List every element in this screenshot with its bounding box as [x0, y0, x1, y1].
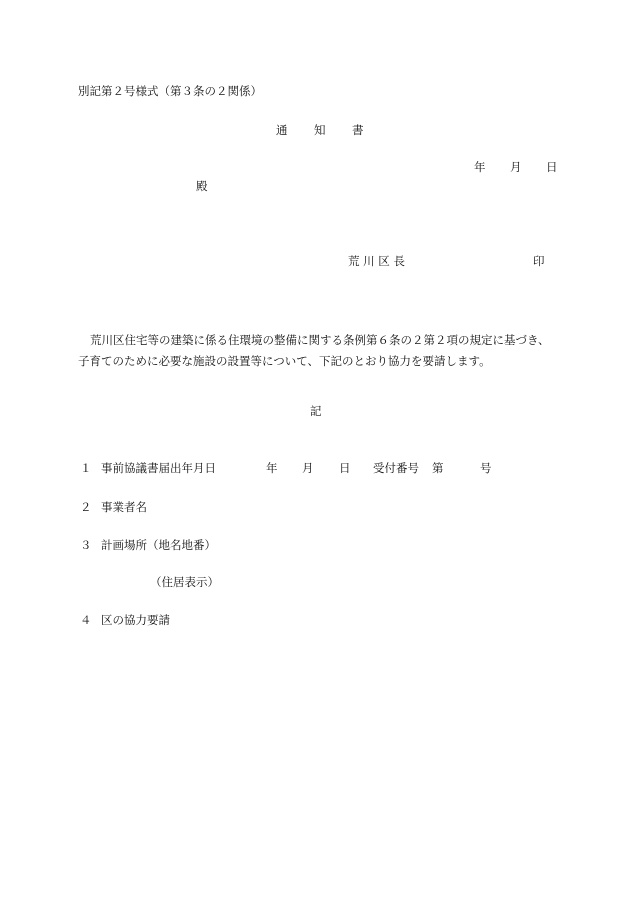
item-1-receipt-label: 受付番号	[373, 461, 419, 475]
item-2-number: ２	[80, 500, 92, 514]
form-label: 別記第２号様式（第３条の２関係）	[78, 84, 262, 98]
body-paragraph	[78, 330, 578, 372]
date-month: 月	[510, 160, 522, 174]
item-3-sub-label: （住居表示）	[150, 575, 219, 589]
body-line-1: 荒川区住宅等の建築に係る住環境の整備に関する条例第６条の２第２項の規定に基づき、	[90, 333, 550, 347]
item-1-number: １	[80, 461, 92, 475]
item-4-number: ４	[80, 613, 92, 627]
title-char-3: 書	[352, 123, 364, 137]
document-title	[276, 123, 364, 137]
item-4-label: 区の協力要請	[101, 613, 170, 627]
seal-mark: 印	[533, 254, 545, 268]
item-1-go: 号	[480, 461, 492, 475]
item-1-label: 事前協議書届出年月日	[101, 461, 216, 475]
item-3-label: 計画場所（地名地番）	[101, 538, 216, 552]
item-1-dai: 第	[432, 461, 444, 475]
item-3-number: ３	[80, 538, 92, 552]
sender-title: 荒 川 区 長	[348, 254, 405, 268]
body-line-2: 子育てのために必要な施設の設置等について、下記のとおり協力を要請します。	[78, 354, 491, 368]
item-1-year: 年	[266, 461, 278, 475]
item-2-label: 事業者名	[101, 500, 147, 514]
item-1-day: 日	[339, 461, 351, 475]
addressee-honorific: 殿	[196, 179, 208, 193]
title-char-1: 通	[276, 123, 288, 137]
date-year: 年	[474, 160, 486, 174]
item-1-month: 月	[302, 461, 314, 475]
title-char-2: 知	[314, 123, 326, 137]
ki-heading: 記	[310, 404, 322, 418]
date-day: 日	[546, 160, 558, 174]
